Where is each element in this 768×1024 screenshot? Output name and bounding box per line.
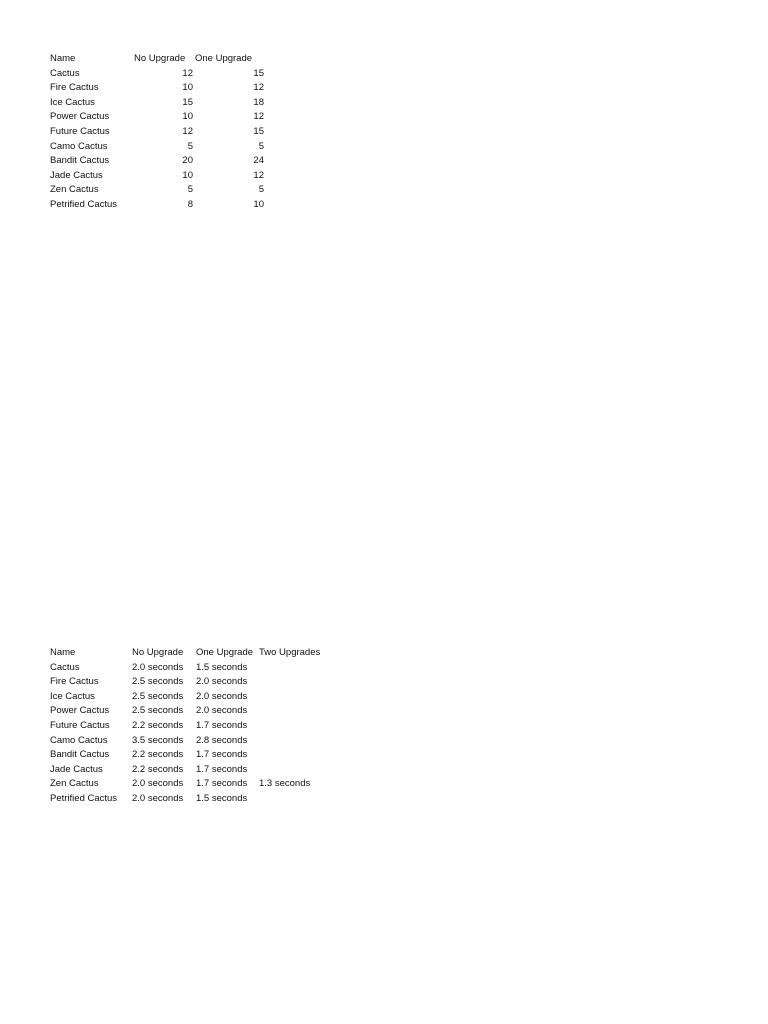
cell-one-upgrade: 2.0 seconds [196,690,248,702]
cell-name: Fire Cactus [50,676,99,688]
cell-two-upgrades [259,675,339,690]
table-row [50,198,264,213]
cell-one-upgrade: 12 [253,111,264,123]
speed-table-header-row [50,646,339,661]
cell-name: Cactus [50,67,80,79]
cell-no-upgrade: 2.0 seconds [132,778,184,790]
table-row [50,96,264,111]
header-name: Name [50,53,76,64]
cell-no-upgrade: 10 [182,82,193,94]
cell-one-upgrade: 1.7 seconds [196,749,248,761]
cell-name: Power Cactus [50,705,110,717]
cell-no-upgrade: 5 [187,184,193,196]
table-row [50,661,339,676]
table-row [50,748,339,763]
cell-two-upgrades [259,690,339,705]
cell-no-upgrade: 2.5 seconds [132,676,184,688]
cell-no-upgrade: 2.2 seconds [132,719,184,731]
table-row [50,719,339,734]
cell-one-upgrade: 10 [253,198,264,210]
cell-two-upgrades: 1.3 seconds [259,778,311,790]
header-two-upgrades: Two Upgrades [259,647,321,658]
speed-table-body [50,646,339,807]
damage-table-body [50,52,264,213]
table-row [50,110,264,125]
cell-one-upgrade: 15 [253,67,264,79]
cell-one-upgrade: 12 [253,169,264,181]
table-row [50,183,264,198]
cell-no-upgrade: 2.5 seconds [132,705,184,717]
cell-no-upgrade: 12 [182,67,193,79]
damage-table-header-row [50,52,264,67]
cell-one-upgrade: 5 [258,184,264,196]
table-row [50,67,264,82]
cell-no-upgrade: 8 [187,198,193,210]
cell-no-upgrade: 20 [182,155,193,167]
cell-name: Cactus [50,661,80,673]
cell-two-upgrades [259,719,339,734]
table-row [50,763,339,778]
speed-table [50,646,339,807]
cell-two-upgrades [259,704,339,719]
cell-name: Camo Cactus [50,140,108,152]
cell-name: Power Cactus [50,111,110,123]
cell-two-upgrades [259,792,339,807]
table-row [50,125,264,140]
cell-no-upgrade: 2.2 seconds [132,749,184,761]
cell-name: Jade Cactus [50,169,103,181]
cell-no-upgrade: 2.0 seconds [132,792,184,804]
cell-name: Ice Cactus [50,690,95,702]
header-name: Name [50,647,76,658]
damage-table [50,52,264,213]
cell-name: Zen Cactus [50,778,99,790]
cell-two-upgrades [259,748,339,763]
table-row [50,140,264,155]
table-row [50,81,264,96]
cell-one-upgrade: 2.0 seconds [196,676,248,688]
cell-two-upgrades [259,763,339,778]
cell-no-upgrade: 12 [182,125,193,137]
cell-no-upgrade: 3.5 seconds [132,734,184,746]
cell-name: Bandit Cactus [50,749,110,761]
cell-one-upgrade: 1.5 seconds [196,792,248,804]
table-row [50,704,339,719]
cell-no-upgrade: 10 [182,169,193,181]
header-no-upgrade: No Upgrade [134,53,186,64]
cell-no-upgrade: 10 [182,111,193,123]
cell-one-upgrade: 5 [258,140,264,152]
header-one-upgrade: One Upgrade [196,647,254,658]
cell-one-upgrade: 1.7 seconds [196,719,248,731]
cell-two-upgrades [259,734,339,749]
cell-name: Petrified Cactus [50,198,118,210]
cell-one-upgrade: 1.7 seconds [196,763,248,775]
cell-one-upgrade: 2.8 seconds [196,734,248,746]
cell-one-upgrade: 2.0 seconds [196,705,248,717]
cell-name: Fire Cactus [50,82,99,94]
table-row [50,690,339,705]
cell-name: Camo Cactus [50,734,108,746]
cell-one-upgrade: 15 [253,125,264,137]
cell-no-upgrade: 2.5 seconds [132,690,184,702]
cell-name: Jade Cactus [50,763,103,775]
table-row [50,169,264,184]
cell-one-upgrade: 18 [253,96,264,108]
table-row [50,154,264,169]
cell-name: Bandit Cactus [50,155,110,167]
header-no-upgrade: No Upgrade [132,647,184,658]
cell-one-upgrade: 1.7 seconds [196,778,248,790]
header-one-upgrade: One Upgrade [195,53,253,64]
cell-one-upgrade: 12 [253,82,264,94]
cell-no-upgrade: 2.0 seconds [132,661,184,673]
cell-name: Future Cactus [50,719,110,731]
cell-no-upgrade: 2.2 seconds [132,763,184,775]
table-row [50,777,339,792]
cell-name: Petrified Cactus [50,792,118,804]
cell-one-upgrade: 1.5 seconds [196,661,248,673]
cell-one-upgrade: 24 [253,155,264,167]
table-row [50,675,339,690]
cell-two-upgrades [259,661,339,676]
cell-no-upgrade: 5 [187,140,193,152]
table-row [50,734,339,749]
cell-name: Future Cactus [50,125,110,137]
cell-name: Ice Cactus [50,96,95,108]
cell-name: Zen Cactus [50,184,99,196]
table-row [50,792,339,807]
cell-no-upgrade: 15 [182,96,193,108]
